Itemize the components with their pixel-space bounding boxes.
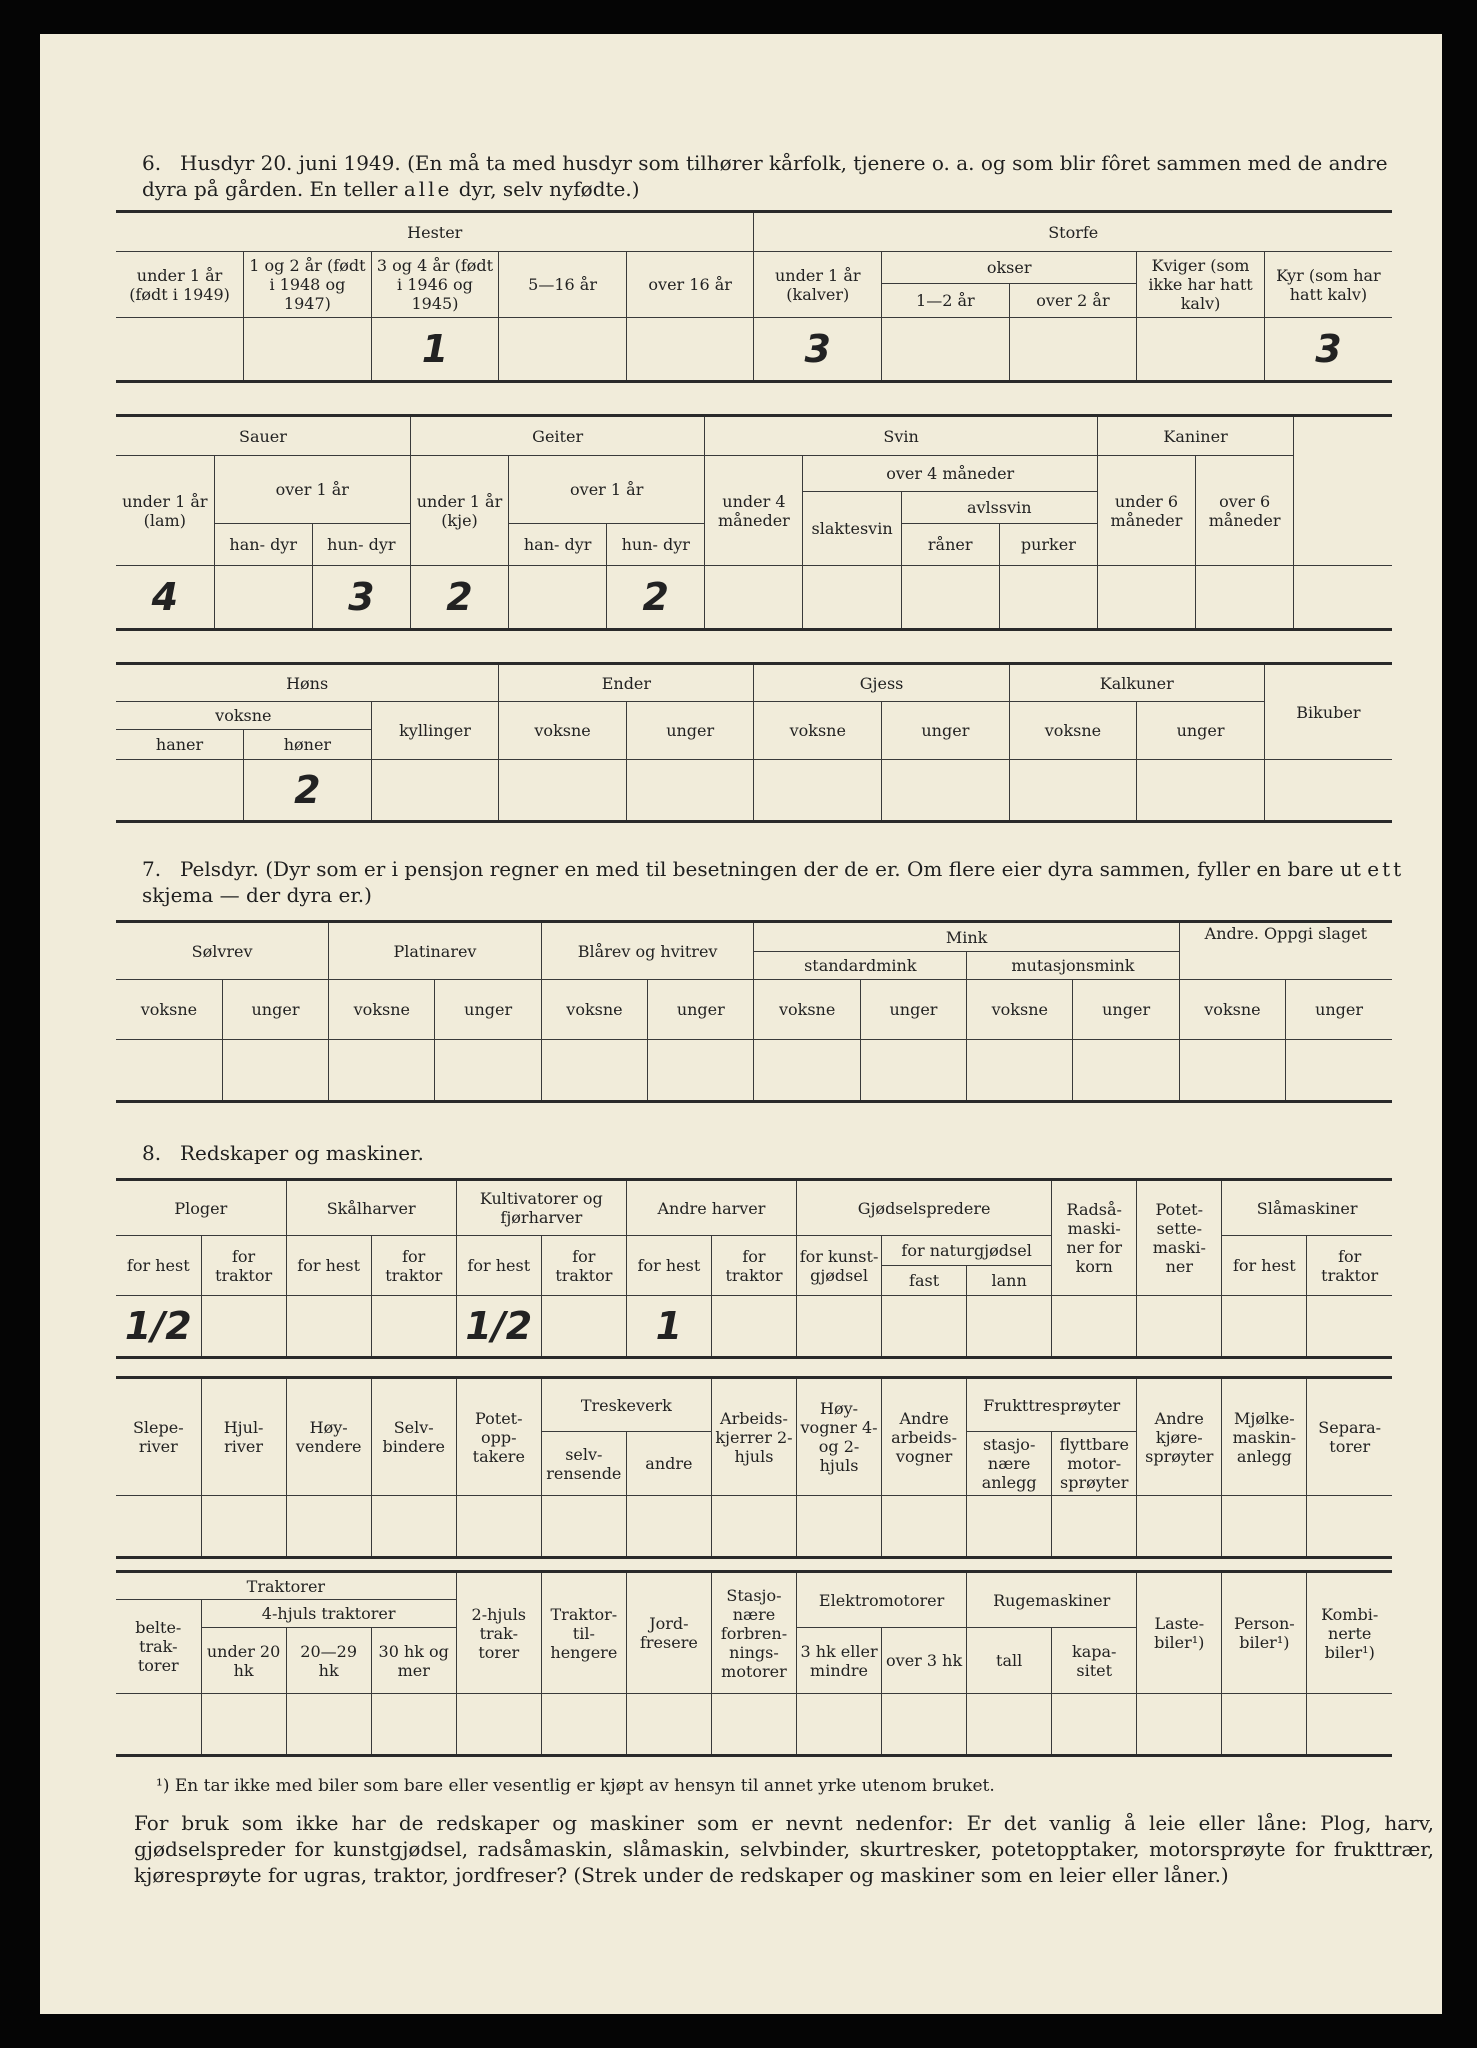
col-k-under6: under 6 måneder	[1097, 456, 1195, 566]
entry-cell[interactable]	[967, 1040, 1073, 1102]
header-bikuber: Bikuber	[1264, 664, 1392, 760]
entry-cell[interactable]	[541, 1694, 626, 1756]
col-20-29hk: 20—29 hk	[286, 1628, 371, 1694]
col-unger: unger	[222, 980, 328, 1040]
entry-cell[interactable]	[1137, 760, 1265, 822]
col-avlssvin: avlssvin	[901, 492, 1097, 524]
header-2hjuls-traktorer: 2-hjuls trak- torer	[456, 1572, 541, 1694]
entry-cell[interactable]: 2	[244, 760, 372, 822]
col-for-hest: for hest	[626, 1236, 711, 1296]
col-hundyr: hun- dyr	[607, 524, 705, 566]
col-flyttbare: flyttbare motor- sprøyter	[1052, 1432, 1137, 1496]
entry-cell[interactable]	[882, 1694, 967, 1756]
col-geit-over1: over 1 år	[509, 456, 705, 524]
entry-cell[interactable]	[222, 1040, 328, 1102]
entry-cell[interactable]	[1286, 1040, 1392, 1102]
entry-cell[interactable]	[882, 1296, 967, 1358]
header-blarev: Blårev og hvitrev	[541, 922, 754, 980]
entry-cell[interactable]	[1307, 1496, 1392, 1558]
entry-cell[interactable]	[882, 318, 1010, 382]
section-text: Husdyr 20. juni 1949. (En må ta med husdyr som tilhører kårfolk, tjenere o. a. og som blir fôret sammen med de andre dyra på gården. En teller	[142, 151, 1388, 201]
col-andre: andre	[626, 1432, 711, 1496]
entry-cell[interactable]	[499, 318, 627, 382]
entry-cell[interactable]	[797, 1694, 882, 1756]
col-for-traktor: for traktor	[541, 1236, 626, 1296]
header-kultivatorer: Kultivatorer og fjørharver	[456, 1180, 626, 1236]
col-for-hest: for hest	[116, 1236, 201, 1296]
col-h-under1: under 1 år (født i 1949)	[116, 252, 244, 318]
col-voksne: voksne	[541, 980, 647, 1040]
entry-cell[interactable]: 3	[1264, 318, 1392, 382]
header-personbiler: Person- biler¹)	[1222, 1572, 1307, 1694]
header-sauer: Sauer	[116, 416, 410, 456]
entry-cell[interactable]	[626, 760, 754, 822]
col-s-kyr: Kyr (som har hatt kalv)	[1264, 252, 1392, 318]
entry-cell[interactable]: 2	[410, 566, 508, 630]
entry-cell[interactable]	[116, 1496, 201, 1558]
col-mutasjonsmink: mutasjonsmink	[967, 952, 1180, 980]
entry-cell[interactable]	[116, 760, 244, 822]
entry-cell[interactable]	[967, 1496, 1052, 1558]
col-under-20hk: under 20 hk	[201, 1628, 286, 1694]
section-7-heading	[142, 856, 1432, 908]
entry-cell[interactable]	[1222, 1496, 1307, 1558]
col-for-hest: for hest	[456, 1236, 541, 1296]
entry-cell[interactable]	[797, 1496, 882, 1558]
header-sleperiver: Slepe- river	[116, 1378, 201, 1496]
col-unger: unger	[1286, 980, 1392, 1040]
header-forbrenningsmotorer: Stasjo- nære forbren- nings- motorer	[711, 1572, 796, 1694]
col-raaner: råner	[901, 524, 999, 566]
entry-cell[interactable]	[882, 760, 1010, 822]
entry-cell[interactable]	[1097, 566, 1195, 630]
section-text: skjema — der dyra er.)	[142, 883, 372, 907]
col-for-hest: for hest	[286, 1236, 371, 1296]
entry-cell[interactable]	[244, 318, 372, 382]
header-andre-harver: Andre harver	[626, 1180, 796, 1236]
col-voksne: voksne	[967, 980, 1073, 1040]
header-hoyvendere: Høy- vendere	[286, 1378, 371, 1496]
entry-cell[interactable]	[1222, 1296, 1307, 1358]
col-h-3og4: 3 og 4 år (født i 1946 og 1945)	[371, 252, 499, 318]
entry-cell[interactable]	[882, 1496, 967, 1558]
col-fast: fast	[882, 1266, 967, 1296]
entry-cell[interactable]	[371, 760, 499, 822]
header-potetopptakere: Potet- opp- takere	[456, 1378, 541, 1496]
entry-cell[interactable]: 2	[607, 566, 705, 630]
col-beltetraktorer: belte- trak- torer	[116, 1600, 201, 1694]
col-for-traktor: for traktor	[371, 1236, 456, 1296]
section-6-heading	[142, 150, 1432, 202]
header-frukttresproyter: Frukttresprøyter	[967, 1378, 1137, 1432]
col-haner: haner	[116, 730, 244, 760]
col-standardmink: standardmink	[754, 952, 967, 980]
section-number: 6.	[142, 151, 162, 175]
entry-cell[interactable]	[1307, 1296, 1392, 1358]
header-jordfresere: Jord- fresere	[626, 1572, 711, 1694]
col-for-kunstgjodsel: for kunst- gjødsel	[797, 1236, 882, 1296]
header-storfe: Storfe	[754, 212, 1392, 252]
entry-cell[interactable]	[860, 1040, 966, 1102]
entry-cell[interactable]: 4	[116, 566, 214, 630]
col-voksne: voksne	[1179, 980, 1285, 1040]
header-lastebiler: Laste- biler¹)	[1137, 1572, 1222, 1694]
col-unger: unger	[435, 980, 541, 1040]
col-unger: unger	[1073, 980, 1179, 1040]
col-svin-under4: under 4 måneder	[705, 456, 803, 566]
entry-cell[interactable]	[711, 1296, 796, 1358]
entry-cell[interactable]	[371, 1296, 456, 1358]
header-andre-arbeidsvogner: Andre arbeids- vogner	[882, 1378, 967, 1496]
entry-cell[interactable]	[1052, 1694, 1137, 1756]
col-handyr: han- dyr	[214, 524, 312, 566]
col-s-1-2: 1—2 år	[882, 284, 1010, 318]
header-kjoresproyter: Andre kjøre- sprøyter	[1137, 1378, 1222, 1496]
header-traktorer: Traktorer	[116, 1572, 456, 1600]
col-kapasitet: kapa- sitet	[1052, 1628, 1137, 1694]
entry-cell[interactable]	[1052, 1296, 1137, 1358]
entry-cell[interactable]	[626, 1496, 711, 1558]
header-ploger: Ploger	[116, 1180, 286, 1236]
col-handyr: han- dyr	[509, 524, 607, 566]
header-kombinerte-biler: Kombi- nerte biler¹)	[1307, 1572, 1392, 1694]
header-kalkuner: Kalkuner	[1009, 664, 1264, 702]
header-svin: Svin	[705, 416, 1098, 456]
table-ploughs-harrows	[116, 1178, 1392, 1359]
header-solvrev: Sølvrev	[116, 922, 329, 980]
col-unger: unger	[648, 980, 754, 1040]
header-rugemaskiner: Rugemaskiner	[967, 1572, 1137, 1628]
col-selvrensende: selv- rensende	[541, 1432, 626, 1496]
entry-cell[interactable]: 1/2	[456, 1296, 541, 1358]
table-tractors-motors-vehicles	[116, 1570, 1392, 1757]
col-voksne: voksne	[499, 702, 627, 760]
entry-cell[interactable]	[705, 566, 803, 630]
col-slaktesvin: slaktesvin	[803, 492, 901, 566]
col-kyllinger: kyllinger	[371, 702, 499, 760]
header-hons: Høns	[116, 664, 499, 702]
header-selvbindere: Selv- bindere	[371, 1378, 456, 1496]
col-purker: purker	[999, 524, 1097, 566]
header-radsamaskiner: Radså- maski- ner for korn	[1052, 1180, 1137, 1296]
col-s-okser: okser	[882, 252, 1137, 284]
entry-cell[interactable]	[1222, 1694, 1307, 1756]
section-text: Redskaper og maskiner.	[180, 1141, 424, 1165]
entry-cell[interactable]	[626, 1694, 711, 1756]
section-number: 8.	[142, 1141, 162, 1165]
col-unger: unger	[1137, 702, 1265, 760]
col-for-hest: for hest	[1222, 1236, 1307, 1296]
entry-cell[interactable]	[371, 1694, 456, 1756]
header-mink: Mink	[754, 922, 1179, 952]
col-for-traktor: for traktor	[711, 1236, 796, 1296]
entry-cell[interactable]	[286, 1694, 371, 1756]
section-8-heading	[142, 1140, 1432, 1166]
col-kje: under 1 år (kje)	[410, 456, 508, 566]
entry-cell[interactable]	[286, 1296, 371, 1358]
entry-cell[interactable]	[1137, 1694, 1222, 1756]
entry-cell[interactable]	[116, 1040, 222, 1102]
entry-cell[interactable]	[1196, 566, 1294, 630]
col-lam: under 1 år (lam)	[116, 456, 214, 566]
entry-cell[interactable]	[541, 1296, 626, 1358]
entry-cell[interactable]	[499, 760, 627, 822]
header-geiter: Geiter	[410, 416, 704, 456]
entry-cell[interactable]	[435, 1040, 541, 1102]
header-kaniner: Kaniner	[1097, 416, 1293, 456]
table-sheep-goats-pigs-rabbits	[116, 414, 1392, 631]
entry-cell[interactable]	[711, 1496, 796, 1558]
form-page	[40, 34, 1442, 2014]
header-platinarev: Platinarev	[329, 922, 542, 980]
col-voksne: voksne	[329, 980, 435, 1040]
entry-cell[interactable]	[1052, 1496, 1137, 1558]
header-slamaskiner: Slåmaskiner	[1222, 1180, 1392, 1236]
entry-cell[interactable]: 3	[312, 566, 410, 630]
entry-cell[interactable]	[1137, 318, 1265, 382]
col-hundyr: hun- dyr	[312, 524, 410, 566]
entry-cell[interactable]	[626, 318, 754, 382]
entry-cell[interactable]	[329, 1040, 435, 1102]
entry-cell[interactable]	[1137, 1496, 1222, 1558]
header-hjulriver: Hjul- river	[201, 1378, 286, 1496]
entry-cell[interactable]	[541, 1496, 626, 1558]
entry-cell[interactable]	[967, 1694, 1052, 1756]
entry-cell[interactable]	[1009, 760, 1137, 822]
col-stasjonaere: stasjo- nære anlegg	[967, 1432, 1052, 1496]
entry-cell[interactable]	[456, 1694, 541, 1756]
entry-cell[interactable]	[648, 1040, 754, 1102]
entry-cell[interactable]	[1264, 760, 1392, 822]
entry-cell[interactable]	[797, 1296, 882, 1358]
section-text: dyr, selv nyfødte.)	[452, 177, 640, 201]
blank-cell	[1294, 416, 1392, 566]
entry-cell[interactable]	[711, 1694, 796, 1756]
header-treskeverk: Treskeverk	[541, 1378, 711, 1432]
entry-cell[interactable]	[201, 1496, 286, 1558]
col-voksne: voksne	[116, 702, 371, 730]
col-sau-over1: over 1 år	[214, 456, 410, 524]
col-h-5-16: 5—16 år	[499, 252, 627, 318]
header-traktortilhengere: Traktor- til- hengere	[541, 1572, 626, 1694]
header-andre: Andre. Oppgi slaget	[1179, 922, 1392, 980]
col-voksne: voksne	[754, 702, 882, 760]
table-hay-threshing-sprayers	[116, 1376, 1392, 1559]
entry-cell[interactable]	[1307, 1694, 1392, 1756]
section-number: 7.	[142, 857, 162, 881]
entry-cell[interactable]	[803, 566, 901, 630]
col-voksne: voksne	[754, 980, 860, 1040]
entry-cell[interactable]	[371, 1496, 456, 1558]
col-over-3hk: over 3 hk	[882, 1628, 967, 1694]
col-k-over6: over 6 måneder	[1196, 456, 1294, 566]
table-fur-animals	[116, 920, 1392, 1103]
header-skalharver: Skålharver	[286, 1180, 456, 1236]
col-lann: lann	[967, 1266, 1052, 1296]
entry-cell[interactable]: 3	[754, 318, 882, 382]
header-separatorer: Separa- torer	[1307, 1378, 1392, 1496]
entry-cell[interactable]: 1	[371, 318, 499, 382]
entry-cell[interactable]	[1294, 566, 1392, 630]
entry-cell[interactable]: 1/2	[116, 1296, 201, 1358]
entry-cell[interactable]	[754, 760, 882, 822]
table-horses-cattle	[116, 210, 1392, 383]
header-hoyvogner: Høy- vogner 4- og 2- hjuls	[797, 1378, 882, 1496]
col-30hk-og-mer: 30 hk og mer	[371, 1628, 456, 1694]
header-mjolkemaskinanlegg: Mjølke- maskin- anlegg	[1222, 1378, 1307, 1496]
entry-cell[interactable]	[901, 566, 999, 630]
col-voksne: voksne	[1009, 702, 1137, 760]
entry-cell[interactable]	[286, 1496, 371, 1558]
entry-cell[interactable]	[456, 1496, 541, 1558]
col-for-traktor: for traktor	[201, 1236, 286, 1296]
header-arbeidskjerrer: Arbeids- kjerrer 2-hjuls	[711, 1378, 796, 1496]
col-4hjuls-traktorer: 4-hjuls traktorer	[201, 1600, 456, 1628]
col-unger: unger	[860, 980, 966, 1040]
header-elektromotorer: Elektromotorer	[797, 1572, 967, 1628]
col-h-over16: over 16 år	[626, 252, 754, 318]
entry-cell[interactable]	[116, 318, 244, 382]
table-poultry-bees	[116, 662, 1392, 823]
entry-cell[interactable]: 1	[626, 1296, 711, 1358]
col-3hk-eller-mindre: 3 hk eller mindre	[797, 1628, 882, 1694]
col-unger: unger	[626, 702, 754, 760]
entry-cell[interactable]	[754, 1040, 860, 1102]
entry-cell[interactable]	[214, 566, 312, 630]
col-for-naturgjodsel: for naturgjødsel	[882, 1236, 1052, 1266]
entry-cell[interactable]	[1179, 1040, 1285, 1102]
section-text: Pelsdyr. (Dyr som er i pensjon regner en med til besetningen der de er. Om flere eier dyra sammen, fyller en bare ut	[180, 857, 1368, 881]
header-gjess: Gjess	[754, 664, 1009, 702]
entry-cell[interactable]	[1137, 1296, 1222, 1358]
entry-cell[interactable]	[999, 566, 1097, 630]
header-potetsettemaskiner: Potet- sette- maski- ner	[1137, 1180, 1222, 1296]
col-s-over2: over 2 år	[1009, 284, 1137, 318]
col-tall: tall	[967, 1628, 1052, 1694]
col-unger: unger	[882, 702, 1010, 760]
section-text-emphasis: ett	[1367, 857, 1405, 881]
entry-cell[interactable]	[509, 566, 607, 630]
col-voksne: voksne	[116, 980, 222, 1040]
col-s-under1: under 1 år (kalver)	[754, 252, 882, 318]
section-text-emphasis: alle	[403, 177, 453, 201]
header-hester: Hester	[116, 212, 754, 252]
closing-paragraph: For bruk som ikke har de redskaper og maskiner som er nevnt nedenfor: Er det vanlig å leie eller låne: Plog, harv, gjødselspreder for kunstgjødsel, radsåmaskin, slåmaskin, selvbinder, skurtresker, potetopptaker, motorsprøyte for frukttrær, kjøresprøyte for ugras, traktor, jordfreser? (Strek under de redskaper og maskiner som en leier eller låner.)	[134, 1811, 1434, 1887]
col-h-1og2: 1 og 2 år (født i 1948 og 1947)	[244, 252, 372, 318]
header-ender: Ender	[499, 664, 754, 702]
col-svin-over4: over 4 måneder	[803, 456, 1097, 492]
footnote: ¹) En tar ikke med biler som bare eller vesentlig er kjøpt av hensyn til annet yrke utenom bruket.	[156, 1776, 995, 1796]
entry-cell[interactable]	[967, 1296, 1052, 1358]
entry-cell[interactable]	[116, 1694, 201, 1756]
entry-cell[interactable]	[201, 1296, 286, 1358]
col-honer: høner	[244, 730, 372, 760]
col-s-kviger: Kviger (som ikke har hatt kalv)	[1137, 252, 1265, 318]
entry-cell[interactable]	[1009, 318, 1137, 382]
col-for-traktor: for traktor	[1307, 1236, 1392, 1296]
entry-cell[interactable]	[541, 1040, 647, 1102]
entry-cell[interactable]	[1073, 1040, 1179, 1102]
header-gjodselspredere: Gjødselspredere	[797, 1180, 1052, 1236]
entry-cell[interactable]	[201, 1694, 286, 1756]
